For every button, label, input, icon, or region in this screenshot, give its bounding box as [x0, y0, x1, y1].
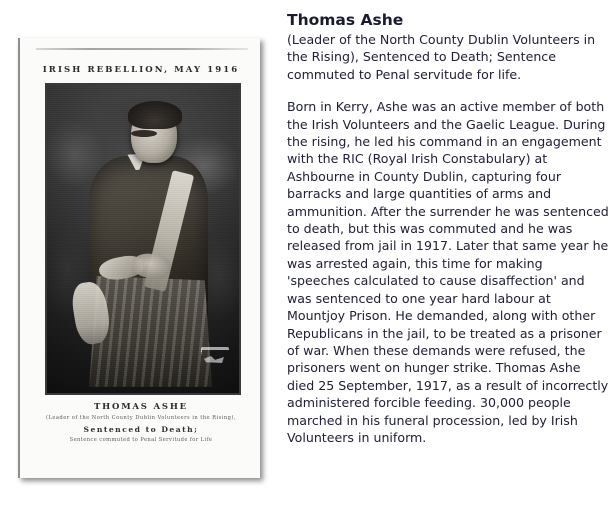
scan-rule-line: [36, 48, 248, 50]
newspaper-header-caption: IRISH REBELLION, MAY 1916: [42, 65, 240, 75]
article-text-column: [287, 10, 609, 446]
halftone-grain-overlay: [47, 85, 239, 393]
article-subtitle: (Leader of the North County Dublin Volunteers in the Rising), Sentenced to Death; Sentence commuted to Penal servitude for life.: [287, 32, 596, 82]
caption-sentence-line: Sentenced to Death;: [83, 425, 199, 434]
caption-commutation-line: Sentence commuted to Penal Servitude for Life: [69, 437, 213, 443]
caption-role-line: (Leader of the North County Dublin Volunteers in the Rising),: [46, 415, 236, 421]
page-title: Thomas Ashe: [287, 11, 404, 29]
article-body: Born in Kerry, Ashe was an active member of both the Irish Volunteers and the Gaelic League. During the rising, he led his command in an engagement with the RIC (Royal Irish Constabulary) at Ashbourne in County Dublin, capturing four barracks and large quantities of arms and ammunition. After the surrender he was sentenced to death, but this was commuted and he was released from jail in 1917. Later that same year he was arrested again, this time for making 'speeches calculated to cause disaffection' and was sentenced to one year hard labour at Mountjoy Prison. He demanded, along with other Republicans in the jail, to be treated as a prisoner of war. When these demands were refused, the prisoners went on hunger strike. Thomas Ashe died 25 September, 1917, as a result of incorrectly administered forcible feeding. 30,000 people marched in his funeral procession, led by Irish Volunteers in uniform.: [287, 99, 609, 445]
photograph-image: [47, 85, 239, 393]
photograph-card: [18, 38, 260, 478]
caption-subject-name: THOMAS ASHE: [94, 402, 188, 412]
photograph-frame: [45, 83, 241, 395]
